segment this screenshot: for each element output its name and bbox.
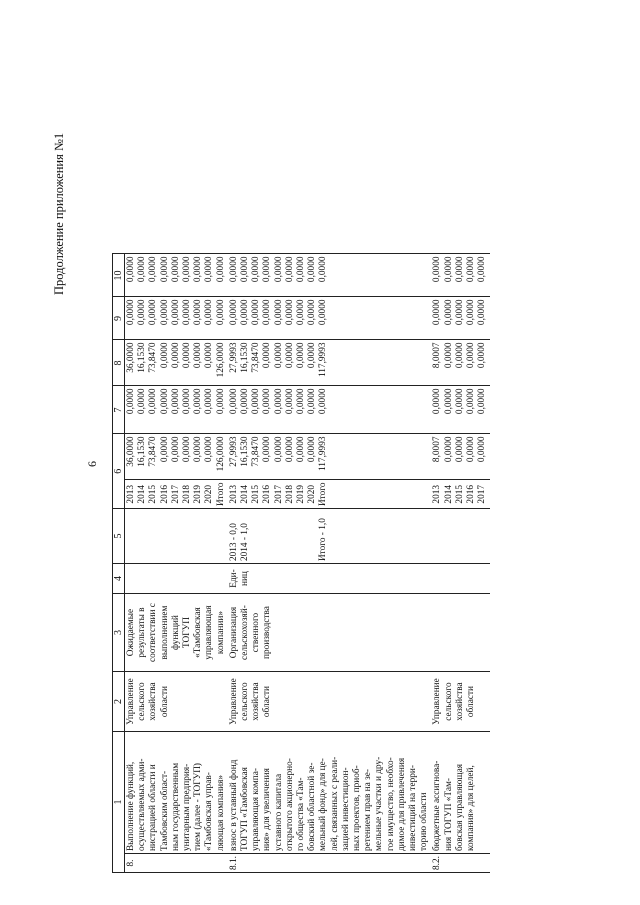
col8-cell-value: 0,0000 xyxy=(182,342,193,369)
col9-cell-value: 0,0000 xyxy=(284,299,295,326)
col9-cell-value: 0,0000 xyxy=(251,299,262,326)
col8-cell-value: 117,9993 xyxy=(318,342,329,378)
executor-cell: Управление сельского хозяйства области xyxy=(125,672,228,732)
col9-cell xyxy=(431,297,489,340)
col9-cell-value: 0,0000 xyxy=(296,299,307,326)
year-cell xyxy=(431,480,489,509)
year-cell xyxy=(125,480,228,509)
result-cell: Ожидаемые результаты в соответствии с выполнением функций ТОГУП «Тамбовская управляющая компании» xyxy=(125,594,228,672)
col9-cell-value: 0,0000 xyxy=(240,299,251,326)
col8-cell-value: 73,8470 xyxy=(148,342,159,373)
row-number: 8.1. xyxy=(228,854,432,873)
col8-cell-value: 0,0000 xyxy=(477,342,488,369)
col8-cell-value: 0,0000 xyxy=(193,342,204,369)
header-row xyxy=(113,254,125,873)
col9-cell-value: 0,0000 xyxy=(307,299,318,326)
year-cell-value: 2017 xyxy=(273,484,284,504)
col7-cell-value: 0,0000 xyxy=(284,388,295,415)
col9-cell-value: 0,0000 xyxy=(204,299,215,326)
unit-cell xyxy=(431,564,489,594)
header-cell: 4 xyxy=(113,564,125,594)
col8-cell-value: 27,9993 xyxy=(228,342,239,373)
col10-cell-value: 0,0000 xyxy=(170,256,181,283)
table-row xyxy=(431,254,489,873)
col6-cell-value: 0,0000 xyxy=(284,436,295,463)
col10-cell-value: 0,0000 xyxy=(307,256,318,283)
col10-cell-value: 0,0000 xyxy=(215,256,226,283)
col8-cell-value: 0,0000 xyxy=(454,342,465,369)
col7-cell-value: 0,0000 xyxy=(193,388,204,415)
year-cell-value: Итого xyxy=(215,482,226,507)
col10-cell-value: 0,0000 xyxy=(251,256,262,283)
col6-cell-value: 27,9993 xyxy=(228,436,239,467)
col6-cell-value: 36,0000 xyxy=(126,436,136,467)
col7-cell-value: 0,0000 xyxy=(443,388,454,415)
executor-cell: Управление сельского хозяйства области xyxy=(228,672,432,732)
col10-cell-value: 0,0000 xyxy=(137,256,148,283)
year-cell-value: 2019 xyxy=(296,484,307,504)
col10-cell-value: 0,0000 xyxy=(432,256,443,283)
col10-cell-value: 0,0000 xyxy=(466,256,477,283)
year-cell-value: 2019 xyxy=(193,484,204,504)
col6-cell-value: 117,9993 xyxy=(318,436,329,472)
col7-cell-value: 0,0000 xyxy=(170,388,181,415)
col8-cell-value: 16,1530 xyxy=(137,342,148,373)
header-cell: 7 xyxy=(113,386,125,434)
col10-cell-value: 0,0000 xyxy=(284,256,295,283)
col7-cell xyxy=(228,386,432,434)
table-row xyxy=(125,254,228,873)
year-cell-value: 2018 xyxy=(182,484,193,504)
col8-cell-value: 0,0000 xyxy=(466,342,477,369)
col9-cell-value: 0,0000 xyxy=(432,299,443,326)
col6-cell xyxy=(228,434,432,480)
col6-cell-value: 73,8470 xyxy=(251,436,262,467)
row-number: 8.2. xyxy=(431,854,489,873)
col7-cell-value: 0,0000 xyxy=(432,388,443,415)
col8-cell-value: 73,8470 xyxy=(251,342,262,373)
col9-cell xyxy=(228,297,432,340)
result-cell: Организация сельскохозяй- ственного производства xyxy=(228,594,432,672)
col7-cell xyxy=(125,386,228,434)
col6-cell-value: 8,0007 xyxy=(432,436,443,463)
col7-cell-value: 0,0000 xyxy=(477,388,488,415)
year-cell-value: 2015 xyxy=(251,484,262,504)
year-cell-value: 2016 xyxy=(262,484,273,504)
header-cell: 8 xyxy=(113,340,125,386)
header-cell: 10 xyxy=(113,254,125,297)
col7-cell-value: 0,0000 xyxy=(466,388,477,415)
unit-cell: Еди- ниц xyxy=(228,564,432,594)
col8-cell-value: 0,0000 xyxy=(159,342,170,369)
col6-cell-value: 0,0000 xyxy=(159,436,170,463)
table-row xyxy=(228,254,432,873)
col10-cell-value: 0,0000 xyxy=(148,256,159,283)
col9-cell-value: 0,0000 xyxy=(170,299,181,326)
year-cell xyxy=(228,480,432,509)
col7-cell-value: 0,0000 xyxy=(296,388,307,415)
col7-cell-value: 0,0000 xyxy=(148,388,159,415)
table-body xyxy=(125,254,490,873)
col10-cell-value: 0,0000 xyxy=(262,256,273,283)
col7-cell-value: 0,0000 xyxy=(204,388,215,415)
col6-cell-value: 16,1530 xyxy=(240,436,251,467)
col10-cell-value: 0,0000 xyxy=(228,256,239,283)
header-cell: 2 xyxy=(113,672,125,732)
col7-cell-value: 0,0000 xyxy=(273,388,284,415)
col9-cell xyxy=(125,297,228,340)
col8-cell-value: 0,0000 xyxy=(296,342,307,369)
col9-cell-value: 0,0000 xyxy=(148,299,159,326)
indicator-cell xyxy=(431,509,489,564)
col10-cell-value: 0,0000 xyxy=(193,256,204,283)
year-cell-value: 2014 xyxy=(137,484,148,504)
year-cell-value: 2014 xyxy=(443,484,454,504)
col10-cell xyxy=(431,254,489,297)
header-cell: 6 xyxy=(113,434,125,509)
year-cell-value: 2016 xyxy=(466,484,477,504)
col10-cell-value: 0,0000 xyxy=(477,256,488,283)
col6-cell-value: 0,0000 xyxy=(262,436,273,463)
col8-cell-value: 0,0000 xyxy=(307,342,318,369)
col6-cell xyxy=(125,434,228,480)
col6-cell-value: 73,8470 xyxy=(148,436,159,467)
year-cell-value: 2018 xyxy=(284,484,295,504)
col10-cell-value: 0,0000 xyxy=(204,256,215,283)
col6-cell-value: 0,0000 xyxy=(296,436,307,463)
col6-cell-value: 16,1530 xyxy=(137,436,148,467)
col6-cell xyxy=(431,434,489,480)
col6-cell-value: 0,0000 xyxy=(307,436,318,463)
year-cell-value: Итого xyxy=(318,482,329,507)
col9-cell-value: 0,0000 xyxy=(318,299,329,326)
col6-cell-value: 0,0000 xyxy=(273,436,284,463)
header-cell: 3 xyxy=(113,594,125,672)
col7-cell-value: 0,0000 xyxy=(318,388,329,415)
year-cell-value: 2015 xyxy=(148,484,159,504)
col6-cell-value: 126,0000 xyxy=(215,436,226,472)
col9-cell-value: 0,0000 xyxy=(193,299,204,326)
col9-cell-value: 0,0000 xyxy=(454,299,465,326)
year-cell-value: 2013 xyxy=(432,484,443,504)
col7-cell-value: 0,0000 xyxy=(137,388,148,415)
col8-cell-value: 16,1530 xyxy=(240,342,251,373)
col10-cell-value: 0,0000 xyxy=(126,256,136,283)
col10-cell xyxy=(125,254,228,297)
col6-cell-value: 0,0000 xyxy=(466,436,477,463)
col6-cell-value: 0,0000 xyxy=(170,436,181,463)
col6-cell-value: 0,0000 xyxy=(204,436,215,463)
year-cell-value: 2020 xyxy=(204,484,215,504)
col7-cell-value: 0,0000 xyxy=(454,388,465,415)
col6-cell-value: 0,0000 xyxy=(454,436,465,463)
year-cell-value: 2017 xyxy=(477,484,488,504)
col10-cell-value: 0,0000 xyxy=(273,256,284,283)
year-cell-value: 2015 xyxy=(454,484,465,504)
col9-cell-value: 0,0000 xyxy=(262,299,273,326)
row-number: 8. xyxy=(125,854,228,873)
activity-cell: взнос в уставный фонд ТОГУП «Тамбовская управляющая компа- ния» для увеличения уставного капитала открытого акционерно- го общества «Там- бовский областной зе- мельный фонд» для це- лей, связанных с реали- зацией инвестицион- ных проектов, приоб- ретением прав на зе- мельные участки и дру- гое имущество, необхо- димое для привлечения инвестиций на терри- торию области xyxy=(228,732,432,854)
col10-cell-value: 0,0000 xyxy=(443,256,454,283)
col7-cell-value: 0,0000 xyxy=(240,388,251,415)
col7-cell-value: 0,0000 xyxy=(126,388,136,415)
col9-cell-value: 0,0000 xyxy=(466,299,477,326)
activity-cell: бюджетные ассигнова- ния ТОГУП «Там- бовская управляющая компания» для целей, xyxy=(431,732,489,854)
col10-cell xyxy=(228,254,432,297)
col8-cell-value: 0,0000 xyxy=(443,342,454,369)
indicator-cell xyxy=(125,509,228,564)
indicator-cell: 2013 - 0,0 2014 - 1,0 Итого - 1,0 xyxy=(228,509,432,564)
col9-cell-value: 0,0000 xyxy=(228,299,239,326)
appendix-caption: Продолжение приложения №1 xyxy=(52,132,66,295)
col7-cell xyxy=(431,386,489,434)
col7-cell-value: 0,0000 xyxy=(182,388,193,415)
unit-cell xyxy=(125,564,228,594)
col8-cell-value: 0,0000 xyxy=(284,342,295,369)
col7-cell-value: 0,0000 xyxy=(215,388,226,415)
col8-cell xyxy=(228,340,432,386)
col9-cell-value: 0,0000 xyxy=(126,299,136,326)
col10-cell-value: 0,0000 xyxy=(454,256,465,283)
col9-cell-value: 0,0000 xyxy=(273,299,284,326)
col6-cell-value: 0,0000 xyxy=(193,436,204,463)
col10-cell-value: 0,0000 xyxy=(182,256,193,283)
col7-cell-value: 0,0000 xyxy=(307,388,318,415)
col8-cell-value: 0,0000 xyxy=(170,342,181,369)
activity-cell: Выполнение функций, осуществляемых адми- нистрацией области и Тамбовским област- ным государственным унитарным предприя- тием (далее - ТОГУП) «Тамбовская управ- ляющая компания» xyxy=(125,732,228,854)
col7-cell-value: 0,0000 xyxy=(251,388,262,415)
year-cell-value: 2013 xyxy=(126,484,136,504)
col8-cell xyxy=(125,340,228,386)
col6-cell-value: 0,0000 xyxy=(443,436,454,463)
year-cell-value: 2017 xyxy=(170,484,181,504)
year-cell-value: 2014 xyxy=(240,484,251,504)
header-cell: 9 xyxy=(113,297,125,340)
col9-cell-value: 0,0000 xyxy=(443,299,454,326)
col10-cell-value: 0,0000 xyxy=(159,256,170,283)
header-cell: 5 xyxy=(113,509,125,564)
col10-cell-value: 0,0000 xyxy=(296,256,307,283)
col8-cell-value: 0,0000 xyxy=(273,342,284,369)
col8-cell-value: 126,0000 xyxy=(215,342,226,378)
col10-cell-value: 0,0000 xyxy=(240,256,251,283)
col8-cell-value: 0,0000 xyxy=(262,342,273,369)
col7-cell-value: 0,0000 xyxy=(262,388,273,415)
col6-cell-value: 0,0000 xyxy=(477,436,488,463)
col8-cell-value: 0,0000 xyxy=(204,342,215,369)
result-cell xyxy=(431,594,489,672)
col6-cell-value: 0,0000 xyxy=(182,436,193,463)
executor-cell: Управление сельского хозяйства области xyxy=(431,672,489,732)
header-cell: 1 xyxy=(113,732,125,873)
col9-cell-value: 0,0000 xyxy=(137,299,148,326)
col9-cell-value: 0,0000 xyxy=(477,299,488,326)
year-cell-value: 2020 xyxy=(307,484,318,504)
col9-cell-value: 0,0000 xyxy=(215,299,226,326)
col7-cell-value: 0,0000 xyxy=(228,388,239,415)
col9-cell-value: 0,0000 xyxy=(182,299,193,326)
budget-table xyxy=(112,254,490,874)
year-cell-value: 2013 xyxy=(228,484,239,504)
year-cell-value: 2016 xyxy=(159,484,170,504)
col9-cell-value: 0,0000 xyxy=(159,299,170,326)
col10-cell-value: 0,0000 xyxy=(318,256,329,283)
col8-cell-value: 36,0000 xyxy=(126,342,136,373)
col8-cell xyxy=(431,340,489,386)
col7-cell-value: 0,0000 xyxy=(159,388,170,415)
col8-cell-value: 8,0007 xyxy=(432,342,443,369)
page-number: 6 xyxy=(85,461,99,467)
